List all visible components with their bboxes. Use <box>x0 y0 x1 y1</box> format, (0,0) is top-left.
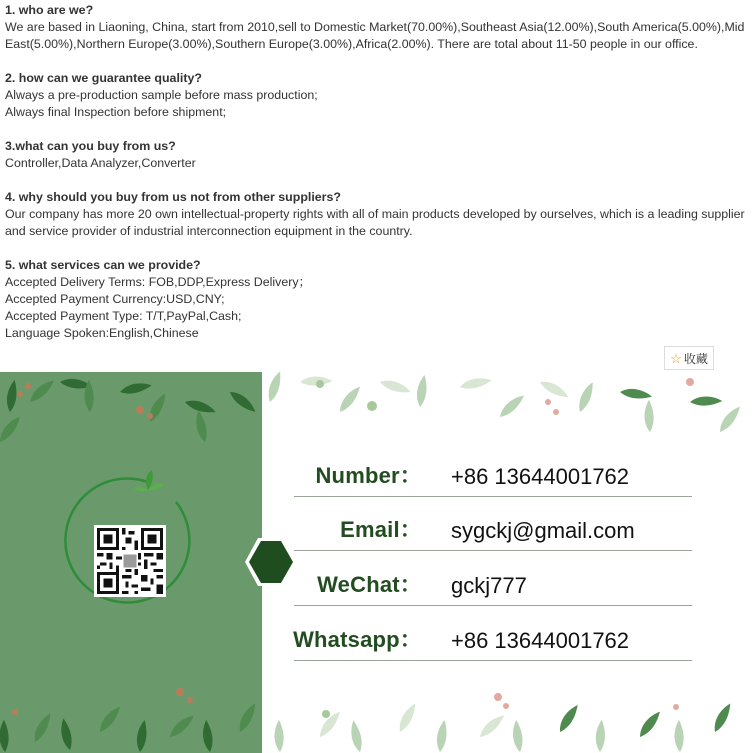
contact-value: +86 13644001762 <box>451 628 630 653</box>
qr-code-icon <box>94 525 166 597</box>
faq-section-5 <box>5 257 745 342</box>
contact-label: WeChat： <box>317 572 422 597</box>
contact-row-number <box>294 443 692 497</box>
faq-answer-line: We are based in Liaoning, China, start from 2010,sell to Domestic Market(70.00%),Southeast Asia(12.00%),South America(5.00%),Mid East(5.00%),Northern Europe(3.00%),Southern Europe(3.00%),Africa(2.00%). There are total about 11-50 people in our office. <box>5 20 745 51</box>
faq-answer-line: Always a pre-production sample before mass production; <box>5 88 318 102</box>
faq-answer-line: Always final Inspection before shipment; <box>5 105 227 119</box>
faq-section-2 <box>5 70 745 121</box>
faq-question: 1. who are we? <box>5 3 94 17</box>
faq-answer-line: Accepted Delivery Terms: FOB,DDP,Express Delivery； <box>5 275 311 289</box>
contact-row-wechat <box>294 552 692 606</box>
faq-section-4 <box>5 189 745 240</box>
faq-answer-line: Our company has more 20 own intellectual-property rights with all of main products developed by ourselves, which is a leading supplier and service provider of industrial interconnection equipment in the country. <box>5 207 745 238</box>
faq-question: 4. why should you buy from us not from other suppliers? <box>5 190 341 204</box>
contact-label: Whatsapp： <box>293 627 422 652</box>
collect-label: 收藏 <box>683 351 708 366</box>
contact-label: Number： <box>315 463 422 488</box>
contact-value: +86 13644001762 <box>451 464 630 489</box>
faq-question: 2. how can we guarantee quality? <box>5 71 202 85</box>
faq-section-3 <box>5 138 745 172</box>
faq-section-1 <box>5 2 745 53</box>
faq-answer-line: Accepted Payment Type: T/T,PayPal,Cash; <box>5 309 242 323</box>
faq-question: 5. what services can we provide? <box>5 258 201 272</box>
faq-answer-line: Accepted Payment Currency:USD,CNY; <box>5 292 225 306</box>
faq-question: 3.what can you buy from us? <box>5 139 176 153</box>
star-icon: ☆ <box>670 350 682 366</box>
contact-value: sygckj@gmail.com <box>451 518 635 543</box>
contact-row-whatsapp <box>294 607 692 661</box>
faq-answer-line: Controller,Data Analyzer,Converter <box>5 156 196 170</box>
faq-answer-line: Language Spoken:English,Chinese <box>5 326 199 340</box>
contact-row-email <box>294 497 692 551</box>
collect-button[interactable] <box>664 346 714 370</box>
contact-banner <box>0 372 752 753</box>
faq-block <box>5 2 745 359</box>
contact-value: gckj777 <box>451 573 527 598</box>
contact-label: Email： <box>340 517 422 542</box>
